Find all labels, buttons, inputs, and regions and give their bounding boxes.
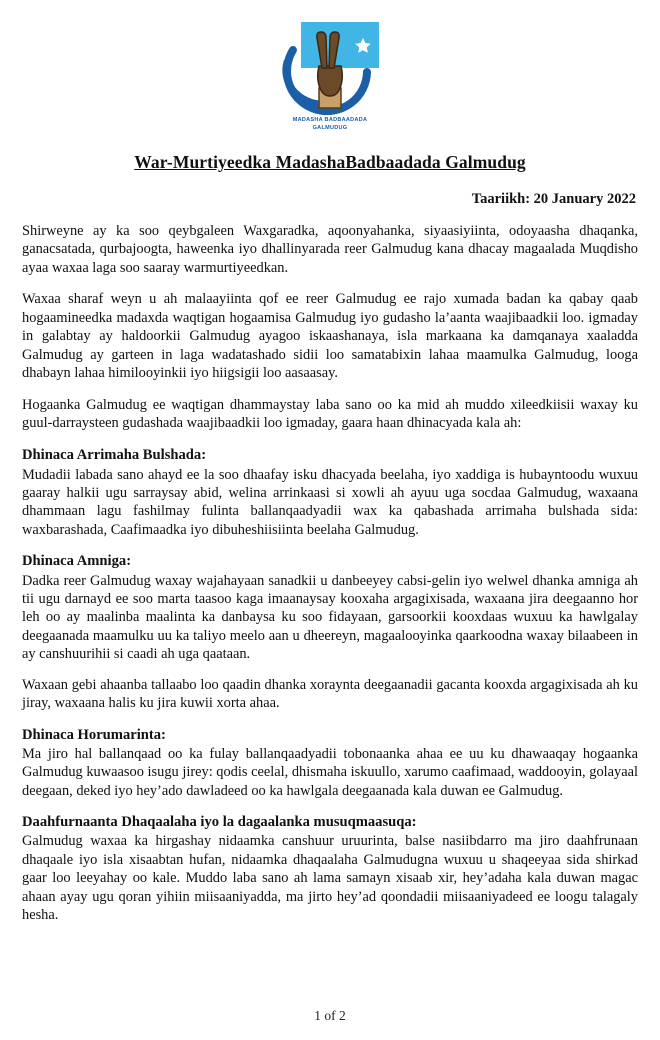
document-title: War-Murtiyeedka MadashaBadbaadada Galmudug — [134, 152, 526, 172]
section-body-daahfurnaanta: Galmudug waxaa ka hirgashay nidaamka canshuur uruurinta, balse nasiibdarro ma jiro daahfrunaan dhaqaale iyo isla xisaabtan hufan, nidaamka dhaqaalaha Galmudugna wuxuu u shaqeeyaa sida shirkad gaar loo leeyahay oo kale. Muddo laba sano ah lama samayn xisaab xir, hey’adaha kala duwan magac ahaan ayay ugu qoran yihiin miisaaniyadda, ma jirto hey’ad qoondadii miisaaniyadeed ee loogu talagaly hesha. — [22, 833, 638, 924]
section-body-arrimaha-bulshada: Mudadii labada sano ahayd ee la soo dhaafay isku dhacyada beelaha, iyo xaddiga is hubayntoodu wuxuu gaaray halkii ugu sarraysay abid, welina arrinkaasi si xowli ah ayuu uga socdaa Galmudug, waxaana dhammaan lagu fashilmay fulinta ballanqaadyadii wax ka qabashada arrimaha bulshada sida: waxbarashada, Caafimaadka iyo dibuheshiisiinta beelaha Galmudug. — [22, 466, 638, 538]
logo-caption — [267, 117, 393, 132]
section-body-horumarinta: Ma jiro hal ballanqaad oo ka fulay ballanqaadyadii tobonaanka ahaa ee uu ku dhawaaqay hogaanka Galmudug kuwaasoo isugu jirey: qodis ceelal, dhismaha iskuullo, xarumo caafimaad, waddooyin, golayaal deegaan, deked iyo hey’ado dawladeed oo ka hawlgala deegaanada kala duwan ee Galmudug. — [22, 745, 638, 799]
section-heading-amniga: Dhinaca Amniga: — [22, 553, 132, 570]
organization-logo-block — [22, 10, 638, 140]
page-footer: 1 of 2 — [314, 1008, 346, 1023]
intro-paragraph-2: Waxaa sharaf weyn u ah malaayiinta qof ee reer Galmudug ee rajo xumada badan ka qabay qaab hogaamineedka madaxda waqtigan hogaamisa Galmudug iyo gudasho la’aanta waajibaadkii loo. igmaday in galabtay ay haldoorkii Galmudug ayagoo iskaashanaya, isla markaana ka damqanaya xaaladda Galmudug ay garteen in laga wadatashado sidii loo samatabixin lahaa maamulka Galmudug, looga dhabayn lahaa himilooyinkii iyo hiigsigii loo aasaasay. — [22, 291, 638, 382]
document-date: Taariikh: 20 January 2022 — [471, 191, 636, 207]
document-body — [22, 222, 638, 925]
section-body-amniga-2: Waxaan gebi ahaanba tallaabo loo qaadin dhanka xoraynta deegaanadii gacanta kooxda argagixisada ah ku jiray, waxaana halis ku jira kuwii xorta ahaa. — [22, 676, 638, 712]
section-heading-horumarinta: Dhinaca Horumarinta: — [22, 726, 166, 743]
section-heading-arrimaha-bulshada: Dhinaca Arrimaha Bulshada: — [22, 447, 207, 464]
intro-paragraph-1: Shirweyne ay ka soo qeybgaleen Waxgaradka, aqoonyahanka, siyaasiyiinta, odoyaasha dhaqanka, ganacsatada, qurbajoogta, haweenka iyo dhallinyarada reer Galmudug kana dhacay magaalada Muqdisho ayaa waxaa laga soo saaray warmurtiyeedkan. — [22, 223, 638, 276]
logo-caption-line1: MADASHA BADBAADADA — [292, 117, 368, 124]
victory-hand-emblem-icon — [267, 16, 393, 128]
section-heading-daahfurnaanta: Daahfurnaanta Dhaqaalaha iyo la dagaalanka musuqmaasuqa: — [22, 814, 417, 831]
logo-caption-line2: GALMUDUG — [312, 124, 348, 131]
section-body-amniga-1: Dadka reer Galmudug waxay wajahayaan sanadkii u danbeeyey cabsi-gelin iyo welwel dhanka amniga ah tii ugu darnayd ee soo marta taasoo kaga imaanaysay kooxaha argagixisada, waxaana jira deegaanno hor leh oo ay maalinba maalinta ka danbaysa ku soo fidayaan, garsoorkii kooxdaas wuxuu ka hawlgalay deegaanada maamulku uu ka taliyo meelo aan u dheereyn, magaalooyinka qaarkoodna waxay bilaabeen in ay canshuurihii si caadi ah uga qaataan. — [22, 572, 638, 663]
logo — [267, 16, 393, 136]
intro-paragraph-3: Hogaanka Galmudug ee waqtigan dhammaystay laba sano oo ka mid ah muddo xileedkiisii waxay ku guul-darraysteen gudashada waajibaadkii loo igmaday, gaara haan dhinacyada kala ah: — [22, 396, 638, 431]
